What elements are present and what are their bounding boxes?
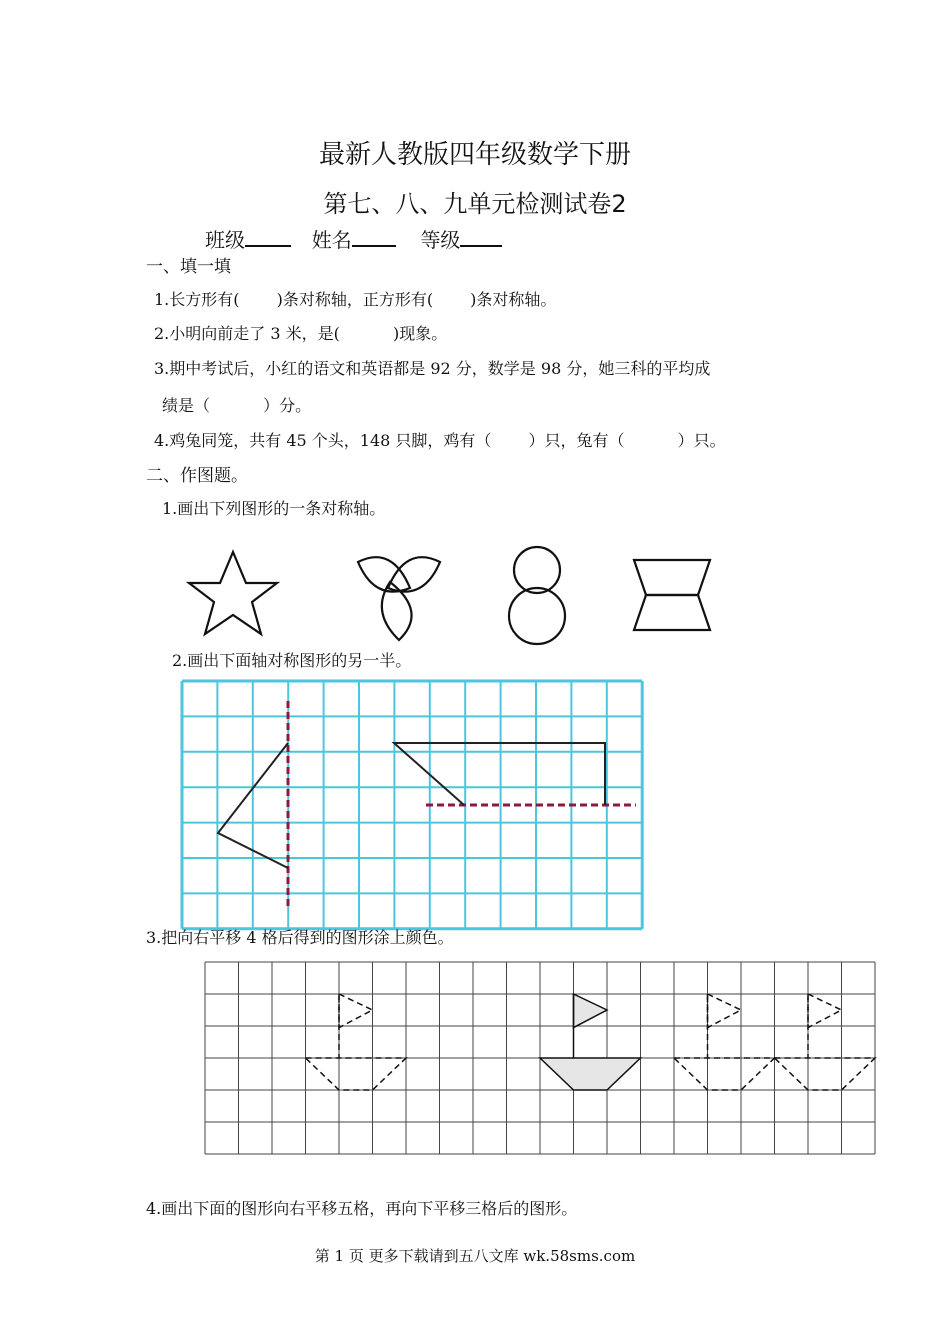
class-label: 班级 (205, 228, 245, 252)
section2-heading: 二、作图题。 (146, 466, 248, 486)
question-2-4: 4.画出下面的图形向右平移五格，再向下平移三格后的图形。 (146, 1199, 578, 1218)
boat-sail (708, 994, 742, 1028)
boat-dashed-1[interactable] (306, 994, 407, 1090)
cyan-grid (180, 679, 642, 929)
boat-grid (204, 960, 876, 1160)
section1-heading: 一、填一填 (146, 257, 231, 277)
question-2-2: 2.画出下面轴对称图形的另一半。 (172, 651, 412, 670)
page-title: 最新人教版四年级数学下册 (318, 140, 631, 170)
symmetry-shapes (180, 540, 720, 650)
boat-sail (808, 994, 842, 1028)
boat-dashed-3[interactable] (775, 994, 876, 1090)
student-info-row (205, 224, 502, 253)
trapezoid-pair-shape (634, 560, 710, 630)
grade-label: 等级 (420, 228, 461, 252)
boat-hull (306, 1058, 407, 1090)
name-label: 姓名 (311, 228, 352, 252)
question-2-3: 3.把向右平移 4 格后得到的图形涂上颜色。 (146, 928, 454, 947)
question-1-4: 4.鸡兔同笼，共有 45 个头，148 只脚，鸡有（ ）只，兔有（ ）只。 (154, 431, 726, 450)
page-subtitle: 第七、八、九单元检测试卷2 (323, 190, 627, 218)
boat-hull (540, 1058, 641, 1090)
boat-sail (339, 994, 373, 1028)
boat-sail (574, 994, 608, 1028)
question-1-2: 2.小明向前走了 3 米，是( )现象。 (154, 324, 448, 343)
question-1-1: 1.长方形有( )条对称轴，正方形有( )条对称轴。 (154, 290, 557, 309)
class-blank[interactable] (245, 227, 291, 247)
trefoil-shape (358, 557, 440, 640)
star-shape (189, 552, 277, 634)
boat-hull (775, 1058, 876, 1090)
boat-dashed-2[interactable] (674, 994, 775, 1090)
page-footer: 第 1 页 更多下载请到五八文库 wk.58sms.com (314, 1247, 636, 1265)
boat-hull (674, 1058, 775, 1090)
grade-blank[interactable] (460, 227, 502, 247)
figure-eight-shape (509, 547, 565, 644)
boat-solid-original (540, 994, 641, 1090)
question-1-3-line1: 3.期中考试后，小红的语文和英语都是 92 分，数学是 98 分，她三科的平均成 (154, 359, 711, 378)
question-1-3-line2: 绩是（ ）分。 (162, 396, 312, 415)
question-2-1: 1.画出下列图形的一条对称轴。 (162, 499, 386, 518)
name-blank[interactable] (352, 227, 396, 247)
